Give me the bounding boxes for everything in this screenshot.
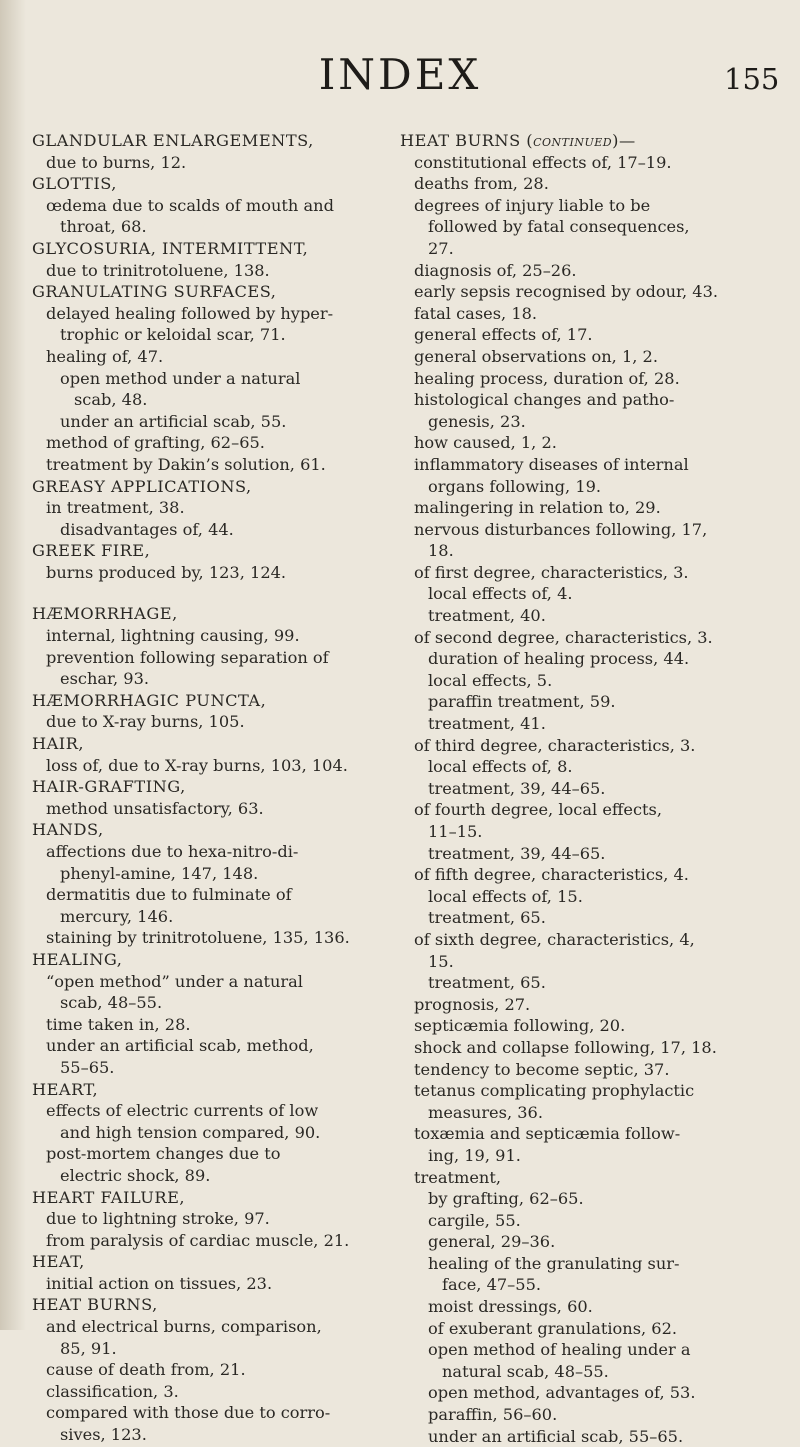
- index-subentry: cause of death from, 21.: [46, 1360, 246, 1380]
- index-subentry: histological changes and patho-: [414, 390, 675, 410]
- index-subentry: measures, 36.: [428, 1102, 543, 1122]
- index-subentry: burns produced by, 123, 124.: [46, 562, 287, 582]
- index-subentry: healing of, 47.: [46, 346, 164, 366]
- index-heading: GLOTTIS,: [32, 174, 117, 194]
- index-subentry: shock and collapse following, 17, 18.: [414, 1037, 717, 1057]
- index-subentry: genesis, 23.: [428, 411, 526, 431]
- index-subentry: effects of electric currents of low: [46, 1101, 319, 1121]
- index-subentry: local effects of, 8.: [428, 757, 573, 777]
- index-subentry: mercury, 146.: [60, 906, 174, 926]
- index-subentry: malingering in relation to, 29.: [414, 498, 661, 518]
- index-heading: HÆMORRHAGE,: [32, 604, 178, 624]
- index-subentry: in treatment, 38.: [46, 498, 185, 518]
- index-subentry: from paralysis of cardiac muscle, 21.: [46, 1230, 350, 1250]
- index-subentry: eschar, 93.: [60, 669, 150, 689]
- index-subentry: general, 29–36.: [428, 1232, 556, 1252]
- index-subentry: sives, 123.: [60, 1425, 147, 1445]
- index-subentry: due to burns, 12.: [46, 152, 187, 172]
- index-column-left: [32, 130, 380, 1446]
- index-subentry: treatment, 39, 44–65.: [428, 843, 606, 863]
- index-subentry: dermatitis due to fulminate of: [46, 885, 292, 905]
- index-subentry: due to trinitrotoluene, 138.: [46, 260, 270, 280]
- index-subentry: degrees of injury liable to be: [414, 195, 651, 215]
- index-subentry: scab, 48.: [74, 390, 148, 410]
- index-subentry: of first degree, characteristics, 3.: [414, 562, 689, 582]
- index-heading: HAIR-GRAFTING,: [32, 777, 186, 797]
- index-subentry: due to X-ray burns, 105.: [46, 712, 245, 732]
- page-title: INDEX: [318, 50, 482, 99]
- index-subentry: early sepsis recognised by odour, 43.: [414, 282, 719, 302]
- index-subentry: prevention following separation of: [46, 647, 329, 667]
- index-subentry: treatment by Dakin’s solution, 61.: [46, 454, 326, 474]
- index-subentry: of second degree, characteristics, 3.: [414, 627, 713, 647]
- index-subentry: deaths from, 28.: [414, 174, 549, 194]
- index-subentry: treatment, 40.: [428, 606, 546, 626]
- index-heading: HEALING,: [32, 949, 123, 969]
- index-subentry: treatment, 41.: [428, 714, 546, 734]
- index-subentry: 18.: [428, 541, 454, 561]
- index-subentry: fatal cases, 18.: [414, 303, 538, 323]
- index-subentry: 55–65.: [60, 1057, 115, 1077]
- index-subentry: organs following, 19.: [428, 476, 602, 496]
- index-subentry: healing of the granulating sur-: [428, 1253, 680, 1273]
- index-subentry: under an artificial scab, 55.: [60, 411, 287, 431]
- index-subentry: duration of healing process, 44.: [428, 649, 690, 669]
- index-subentry: ing, 19, 91.: [428, 1145, 521, 1165]
- index-subentry: affections due to hexa-nitro-di-: [46, 842, 299, 861]
- index-subentry: staining by trinitrotoluene, 135, 136.: [46, 928, 350, 948]
- entry-spacer: [32, 583, 380, 603]
- index-subentry: due to lightning stroke, 97.: [46, 1209, 270, 1229]
- index-heading: HANDS,: [32, 820, 104, 840]
- index-subentry: open method of healing under a: [428, 1340, 691, 1360]
- index-subentry: nervous disturbances following, 17,: [414, 519, 708, 539]
- index-subentry: followed by fatal consequences,: [428, 217, 690, 237]
- index-subentry: method unsatisfactory, 63.: [46, 798, 264, 818]
- index-subentry: under an artificial scab, method,: [46, 1036, 314, 1056]
- index-heading: GLYCOSURIA, INTERMITTENT,: [32, 238, 309, 258]
- index-subentry: of fourth degree, local effects,: [414, 800, 662, 820]
- index-subentry: of sixth degree, characteristics, 4,: [414, 929, 695, 949]
- index-subentry: local effects, 5.: [428, 670, 553, 690]
- index-subentry: toxæmia and septicæmia follow-: [414, 1124, 681, 1144]
- index-subentry: electric shock, 89.: [60, 1165, 211, 1185]
- index-subentry: phenyl-amine, 147, 148.: [60, 863, 259, 883]
- index-subentry: face, 47–55.: [442, 1275, 542, 1295]
- index-subentry: internal, lightning causing, 99.: [46, 626, 300, 646]
- index-heading: HEAT,: [32, 1252, 85, 1272]
- index-heading: GREASY APPLICATIONS,: [32, 476, 252, 496]
- index-heading: HAIR,: [32, 734, 85, 754]
- index-subentry: prognosis, 27.: [414, 994, 531, 1014]
- index-heading: HEART,: [32, 1079, 99, 1099]
- index-subentry: œdema due to scalds of mouth and: [46, 195, 334, 215]
- index-subentry: of third degree, characteristics, 3.: [414, 735, 696, 755]
- index-heading: GLANDULAR ENLARGEMENTS,: [32, 131, 314, 150]
- index-subentry: paraffin, 56–60.: [428, 1405, 558, 1425]
- index-subentry: treatment,: [414, 1167, 501, 1187]
- index-heading: HEAT BURNS (continued)—: [400, 131, 636, 150]
- index-subentry: classification, 3.: [46, 1381, 179, 1401]
- index-subentry: cargile, 55.: [428, 1210, 521, 1230]
- index-subentry: how caused, 1, 2.: [414, 433, 557, 453]
- page-number: 155: [724, 62, 780, 96]
- index-subentry: 85, 91.: [60, 1338, 117, 1358]
- index-subentry: “open method” under a natural: [46, 971, 303, 991]
- index-subentry: 27.: [428, 238, 454, 258]
- index-subentry: general observations on, 1, 2.: [414, 346, 658, 366]
- index-subentry: local effects of, 15.: [428, 886, 583, 906]
- page-edge-shadow: [0, 0, 26, 1330]
- index-subentry: natural scab, 48–55.: [442, 1361, 609, 1381]
- index-subentry: open method under a natural: [60, 368, 301, 388]
- index-heading: GRANULATING SURFACES,: [32, 282, 277, 302]
- index-subentry: trophic or keloidal scar, 71.: [60, 325, 286, 345]
- index-heading: HEART FAILURE,: [32, 1187, 186, 1207]
- index-subentry: of fifth degree, characteristics, 4.: [414, 865, 689, 885]
- index-subentry: by grafting, 62–65.: [428, 1189, 584, 1209]
- index-subentry: healing process, duration of, 28.: [414, 368, 680, 388]
- index-heading: HÆMORRHAGIC PUNCTA,: [32, 690, 267, 710]
- index-subentry: constitutional effects of, 17–19.: [414, 152, 672, 172]
- index-subentry: time taken in, 28.: [46, 1014, 191, 1034]
- index-subentry: treatment, 65.: [428, 973, 546, 993]
- index-subentry: paraffin treatment, 59.: [428, 692, 616, 712]
- index-subentry: initial action on tissues, 23.: [46, 1273, 273, 1293]
- index-subentry: general effects of, 17.: [414, 325, 593, 345]
- index-subentry: post-mortem changes due to: [46, 1144, 281, 1164]
- index-subentry: local effects of, 4.: [428, 584, 573, 604]
- index-subentry: and high tension compared, 90.: [60, 1122, 321, 1142]
- index-heading: HEAT BURNS,: [32, 1295, 158, 1315]
- index-subentry: treatment, 65.: [428, 908, 546, 928]
- index-subentry: loss of, due to X-ray burns, 103, 104.: [46, 755, 348, 775]
- index-subentry: and electrical burns, comparison,: [46, 1317, 322, 1337]
- index-column-right: [400, 130, 782, 1447]
- index-subentry: compared with those due to corro-: [46, 1403, 331, 1423]
- index-subentry: open method, advantages of, 53.: [428, 1383, 696, 1403]
- index-subentry: 11–15.: [428, 822, 483, 841]
- index-subentry: septicæmia following, 20.: [414, 1016, 626, 1036]
- index-subentry: tendency to become septic, 37.: [414, 1059, 670, 1079]
- index-subentry: 15.: [428, 951, 454, 971]
- index-subentry: treatment, 39, 44–65.: [428, 778, 606, 798]
- index-subentry: method of grafting, 62–65.: [46, 433, 265, 453]
- index-subentry: inflammatory diseases of internal: [414, 454, 689, 474]
- index-subentry: tetanus complicating prophylactic: [414, 1081, 695, 1101]
- index-subentry: of exuberant granulations, 62.: [428, 1318, 678, 1338]
- index-subentry: delayed healing followed by hyper-: [46, 303, 334, 323]
- index-subentry: under an artificial scab, 55–65.: [428, 1426, 684, 1446]
- index-subentry: scab, 48–55.: [60, 993, 163, 1013]
- index-subentry: throat, 68.: [60, 217, 147, 237]
- index-subentry: disadvantages of, 44.: [60, 519, 234, 539]
- index-heading: GREEK FIRE,: [32, 541, 151, 561]
- index-subentry: moist dressings, 60.: [428, 1297, 593, 1317]
- index-subentry: diagnosis of, 25–26.: [414, 260, 577, 280]
